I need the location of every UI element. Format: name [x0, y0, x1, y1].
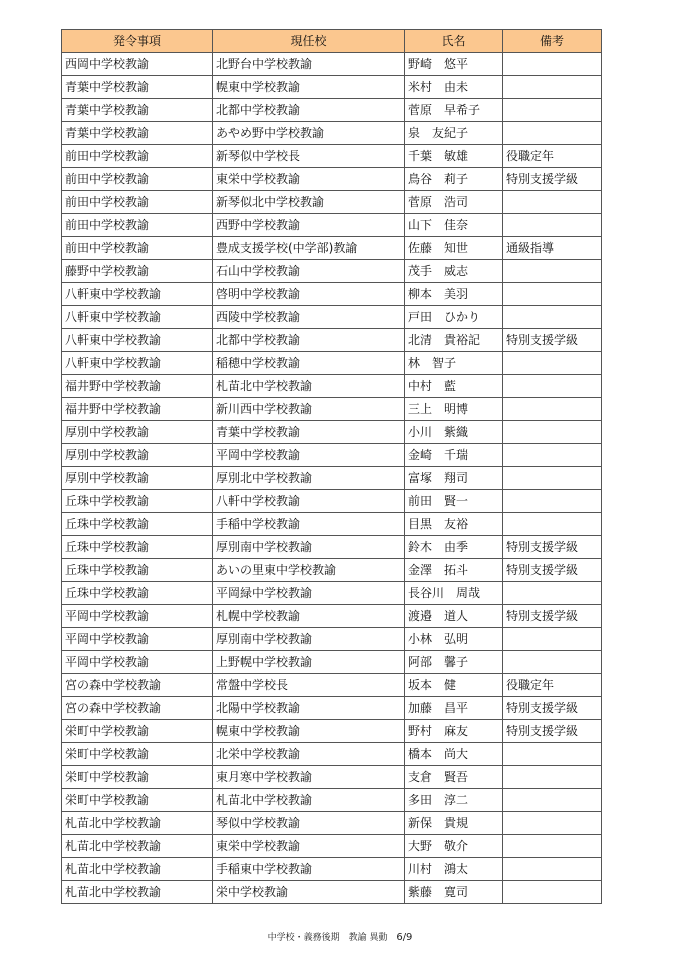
cell-remarks: 役職定年 [503, 145, 602, 168]
cell-assignment: 前田中学校教諭 [62, 168, 213, 191]
cell-assignment: 平岡中学校教諭 [62, 628, 213, 651]
cell-name: 大野 敬介 [405, 835, 503, 858]
cell-current-school: 幌東中学校教諭 [213, 76, 405, 99]
cell-current-school: 厚別北中学校教諭 [213, 467, 405, 490]
cell-name: 山下 佳奈 [405, 214, 503, 237]
header-current-school: 現任校 [213, 30, 405, 53]
cell-assignment: 札苗北中学校教諭 [62, 835, 213, 858]
cell-current-school: 北都中学校教諭 [213, 329, 405, 352]
cell-name: 新保 貴規 [405, 812, 503, 835]
cell-name: 多田 淳二 [405, 789, 503, 812]
cell-assignment: 前田中学校教諭 [62, 237, 213, 260]
cell-name: 紫藤 寛司 [405, 881, 503, 904]
cell-remarks [503, 214, 602, 237]
table-row [62, 99, 602, 122]
cell-current-school: 厚別南中学校教諭 [213, 628, 405, 651]
cell-current-school: 西陵中学校教諭 [213, 306, 405, 329]
cell-remarks: 特別支援学級 [503, 536, 602, 559]
cell-current-school: 琴似中学校教諭 [213, 812, 405, 835]
table-row [62, 628, 602, 651]
cell-assignment: 厚別中学校教諭 [62, 421, 213, 444]
table-row [62, 283, 602, 306]
cell-assignment: 八軒東中学校教諭 [62, 306, 213, 329]
cell-current-school: 札苗北中学校教諭 [213, 789, 405, 812]
cell-current-school: 栄中学校教諭 [213, 881, 405, 904]
cell-name: 鈴木 由季 [405, 536, 503, 559]
table-row [62, 53, 602, 76]
cell-assignment: 平岡中学校教諭 [62, 651, 213, 674]
cell-current-school: 北栄中学校教諭 [213, 743, 405, 766]
cell-remarks [503, 398, 602, 421]
table-row [62, 582, 602, 605]
cell-remarks [503, 53, 602, 76]
table-row [62, 76, 602, 99]
cell-name: 北清 貴裕記 [405, 329, 503, 352]
table-row [62, 444, 602, 467]
cell-remarks [503, 352, 602, 375]
cell-current-school: 西野中学校教諭 [213, 214, 405, 237]
table-row [62, 789, 602, 812]
table-row [62, 168, 602, 191]
header-remarks: 備考 [503, 30, 602, 53]
cell-remarks [503, 122, 602, 145]
cell-assignment: 札苗北中学校教諭 [62, 881, 213, 904]
cell-assignment: 藤野中学校教諭 [62, 260, 213, 283]
table-row [62, 237, 602, 260]
cell-name: 菅原 浩司 [405, 191, 503, 214]
page-number: 6/9 [396, 932, 413, 943]
cell-current-school: 札幌中学校教諭 [213, 605, 405, 628]
cell-current-school: 厚別南中学校教諭 [213, 536, 405, 559]
cell-name: 橋本 尚大 [405, 743, 503, 766]
cell-current-school: 啓明中学校教諭 [213, 283, 405, 306]
table-row [62, 536, 602, 559]
cell-name: 支倉 賢吾 [405, 766, 503, 789]
cell-current-school: 上野幌中学校教諭 [213, 651, 405, 674]
cell-remarks [503, 191, 602, 214]
cell-current-school: 北野台中学校教諭 [213, 53, 405, 76]
cell-current-school: 稲穂中学校教諭 [213, 352, 405, 375]
cell-assignment: 丘珠中学校教諭 [62, 536, 213, 559]
cell-remarks [503, 881, 602, 904]
cell-assignment: 八軒東中学校教諭 [62, 352, 213, 375]
cell-name: 鳥谷 莉子 [405, 168, 503, 191]
cell-name: 茂手 威志 [405, 260, 503, 283]
table-body [62, 53, 602, 904]
table-row [62, 352, 602, 375]
table-row [62, 812, 602, 835]
cell-name: 小川 紫織 [405, 421, 503, 444]
table-row [62, 513, 602, 536]
table-row [62, 467, 602, 490]
cell-name: 三上 明博 [405, 398, 503, 421]
table-row [62, 651, 602, 674]
cell-name: 米村 由未 [405, 76, 503, 99]
cell-name: 目黒 友裕 [405, 513, 503, 536]
cell-name: 小林 弘明 [405, 628, 503, 651]
cell-name: 柳本 美羽 [405, 283, 503, 306]
cell-current-school: 東栄中学校教諭 [213, 168, 405, 191]
cell-assignment: 栄町中学校教諭 [62, 743, 213, 766]
cell-name: 金澤 拓斗 [405, 559, 503, 582]
cell-name: 坂本 健 [405, 674, 503, 697]
page-footer [0, 930, 680, 943]
cell-assignment: 西岡中学校教諭 [62, 53, 213, 76]
cell-current-school: 東栄中学校教諭 [213, 835, 405, 858]
cell-current-school: 平岡緑中学校教諭 [213, 582, 405, 605]
table-row [62, 214, 602, 237]
table-header-row [62, 30, 602, 53]
cell-remarks: 役職定年 [503, 674, 602, 697]
cell-assignment: 栄町中学校教諭 [62, 789, 213, 812]
cell-name: 加藤 昌平 [405, 697, 503, 720]
table-row [62, 605, 602, 628]
cell-name: 中村 藍 [405, 375, 503, 398]
table-row [62, 260, 602, 283]
cell-current-school: 東月寒中学校教諭 [213, 766, 405, 789]
cell-current-school: 新川西中学校教諭 [213, 398, 405, 421]
cell-assignment: 厚別中学校教諭 [62, 444, 213, 467]
cell-current-school: 北陽中学校教諭 [213, 697, 405, 720]
cell-remarks [503, 490, 602, 513]
cell-name: 渡邉 道人 [405, 605, 503, 628]
cell-name: 前田 賢一 [405, 490, 503, 513]
cell-remarks [503, 76, 602, 99]
cell-name: 金崎 千瑞 [405, 444, 503, 467]
table-row [62, 398, 602, 421]
table-row [62, 697, 602, 720]
cell-remarks [503, 628, 602, 651]
cell-remarks [503, 743, 602, 766]
cell-assignment: 丘珠中学校教諭 [62, 582, 213, 605]
cell-name: 野村 麻友 [405, 720, 503, 743]
cell-current-school: 手稲中学校教諭 [213, 513, 405, 536]
cell-assignment: 平岡中学校教諭 [62, 605, 213, 628]
cell-name: 佐藤 知世 [405, 237, 503, 260]
cell-remarks [503, 651, 602, 674]
cell-remarks: 特別支援学級 [503, 329, 602, 352]
cell-assignment: 厚別中学校教諭 [62, 467, 213, 490]
cell-current-school: 八軒中学校教諭 [213, 490, 405, 513]
cell-assignment: 青葉中学校教諭 [62, 99, 213, 122]
cell-name: 菅原 早希子 [405, 99, 503, 122]
cell-assignment: 丘珠中学校教諭 [62, 490, 213, 513]
cell-name: 川村 鴻太 [405, 858, 503, 881]
cell-current-school: 青葉中学校教諭 [213, 421, 405, 444]
table-row [62, 674, 602, 697]
table-row [62, 559, 602, 582]
table-row [62, 720, 602, 743]
cell-assignment: 前田中学校教諭 [62, 191, 213, 214]
table-row [62, 835, 602, 858]
cell-remarks [503, 283, 602, 306]
table-row [62, 766, 602, 789]
cell-current-school: 豊成支援学校(中学部)教諭 [213, 237, 405, 260]
cell-remarks [503, 858, 602, 881]
cell-name: 泉 友紀子 [405, 122, 503, 145]
cell-name: 長谷川 周哉 [405, 582, 503, 605]
cell-remarks [503, 513, 602, 536]
table-row [62, 122, 602, 145]
table-row [62, 881, 602, 904]
cell-assignment: 八軒東中学校教諭 [62, 329, 213, 352]
cell-remarks: 通級指導 [503, 237, 602, 260]
cell-name: 阿部 馨子 [405, 651, 503, 674]
cell-name: 千葉 敏雄 [405, 145, 503, 168]
cell-remarks: 特別支援学級 [503, 168, 602, 191]
cell-assignment: 八軒東中学校教諭 [62, 283, 213, 306]
cell-name: 戸田 ひかり [405, 306, 503, 329]
cell-assignment: 丘珠中学校教諭 [62, 513, 213, 536]
cell-remarks [503, 260, 602, 283]
cell-assignment: 宮の森中学校教諭 [62, 674, 213, 697]
cell-remarks [503, 766, 602, 789]
cell-remarks: 特別支援学級 [503, 605, 602, 628]
cell-assignment: 福井野中学校教諭 [62, 375, 213, 398]
cell-current-school: 石山中学校教諭 [213, 260, 405, 283]
cell-remarks: 特別支援学級 [503, 559, 602, 582]
cell-remarks [503, 421, 602, 444]
cell-current-school: 手稲東中学校教諭 [213, 858, 405, 881]
cell-current-school: あやめ野中学校教諭 [213, 122, 405, 145]
cell-remarks [503, 444, 602, 467]
cell-assignment: 青葉中学校教諭 [62, 122, 213, 145]
table-row [62, 375, 602, 398]
cell-remarks [503, 99, 602, 122]
cell-current-school: あいの里東中学校教諭 [213, 559, 405, 582]
table-row [62, 329, 602, 352]
cell-remarks [503, 835, 602, 858]
cell-assignment: 札苗北中学校教諭 [62, 858, 213, 881]
table-row [62, 743, 602, 766]
cell-current-school: 常盤中学校長 [213, 674, 405, 697]
table-row [62, 306, 602, 329]
cell-remarks [503, 812, 602, 835]
cell-remarks [503, 582, 602, 605]
cell-assignment: 丘珠中学校教諭 [62, 559, 213, 582]
table-row [62, 858, 602, 881]
cell-assignment: 栄町中学校教諭 [62, 720, 213, 743]
table-row [62, 490, 602, 513]
cell-current-school: 平岡中学校教諭 [213, 444, 405, 467]
cell-remarks [503, 789, 602, 812]
cell-current-school: 北都中学校教諭 [213, 99, 405, 122]
cell-remarks [503, 467, 602, 490]
cell-remarks [503, 306, 602, 329]
table-row [62, 145, 602, 168]
cell-assignment: 前田中学校教諭 [62, 214, 213, 237]
cell-current-school: 札苗北中学校教諭 [213, 375, 405, 398]
cell-remarks: 特別支援学級 [503, 697, 602, 720]
cell-assignment: 福井野中学校教諭 [62, 398, 213, 421]
table-row [62, 421, 602, 444]
header-name: 氏名 [405, 30, 503, 53]
cell-name: 野崎 悠平 [405, 53, 503, 76]
table-row [62, 191, 602, 214]
header-assignment: 発令事項 [62, 30, 213, 53]
personnel-table [61, 29, 602, 904]
cell-assignment: 栄町中学校教諭 [62, 766, 213, 789]
cell-current-school: 新琴似北中学校教諭 [213, 191, 405, 214]
cell-remarks [503, 375, 602, 398]
footer-title: 中学校・義務後期 教諭 異動 [267, 933, 388, 943]
cell-remarks: 特別支援学級 [503, 720, 602, 743]
cell-current-school: 新琴似中学校長 [213, 145, 405, 168]
cell-assignment: 札苗北中学校教諭 [62, 812, 213, 835]
cell-assignment: 青葉中学校教諭 [62, 76, 213, 99]
cell-name: 林 智子 [405, 352, 503, 375]
cell-assignment: 宮の森中学校教諭 [62, 697, 213, 720]
cell-name: 富塚 翔司 [405, 467, 503, 490]
cell-assignment: 前田中学校教諭 [62, 145, 213, 168]
cell-current-school: 幌東中学校教諭 [213, 720, 405, 743]
